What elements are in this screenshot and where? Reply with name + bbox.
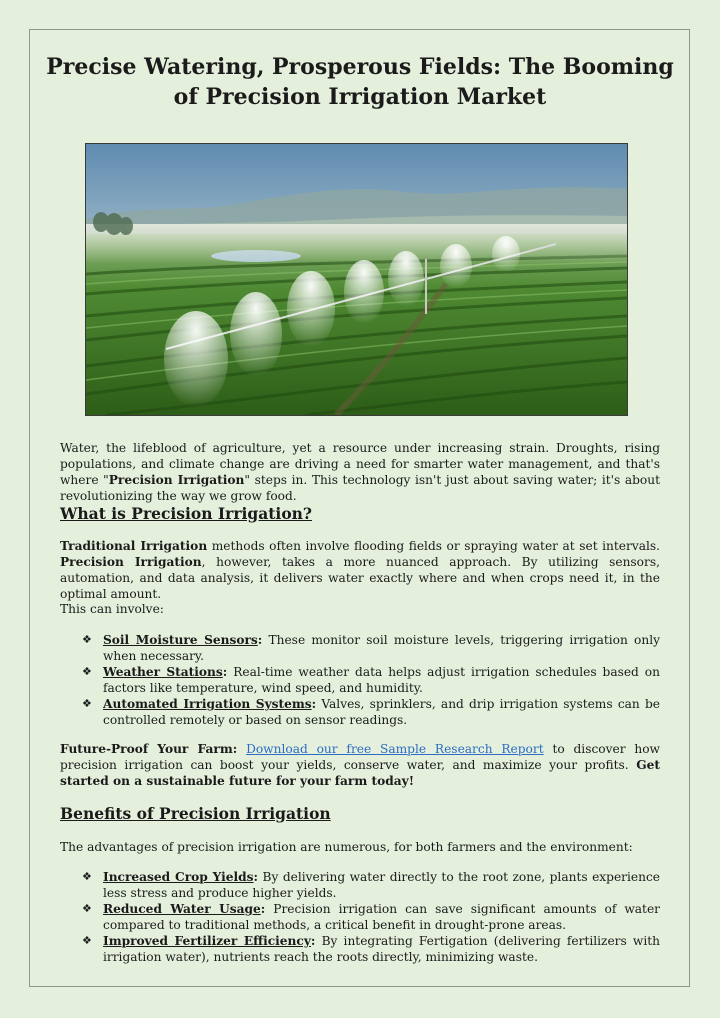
list-item [60,869,660,901]
list-item-colon: : [222,665,228,679]
list-item-colon: : [253,870,259,884]
bold-traditional: Traditional Irrigation [60,539,208,553]
involve-list [60,632,660,728]
diamond-bullet-icon: ❖ [82,697,92,710]
cta-bold-closing: Get started on a sustainable future for your farm today! [60,758,660,788]
list-item-term: Improved Fertilizer Efficiency [103,934,311,948]
traditional-text-1: methods often involve flooding fields or spraying water at set intervals. [207,539,660,553]
intro-bold: Precision Irrigation [108,473,245,487]
diamond-bullet-icon: ❖ [82,665,92,678]
list-item [60,632,660,664]
list-item-term: Soil Moisture Sensors [103,633,258,647]
list-item-text: Real-time weather data helps adjust irrigation schedules based on factors like temperature, wind speed, and humidity. [103,665,660,695]
section-heading-benefits: Benefits of Precision Irrigation [60,804,331,823]
section-heading-what-is [60,504,312,523]
traditional-paragraph [60,538,660,602]
section-heading-text: What is Precision Irrigation [60,504,303,523]
download-report-link[interactable]: Download our free Sample Research Report [246,742,544,756]
bold-precision: Precision Irrigation [60,555,202,569]
list-item-colon: : [311,697,317,711]
irrigation-field-illustration [86,144,627,415]
list-item [60,664,660,696]
section-heading-suffix: ? [302,504,313,523]
list-item-colon: : [257,633,263,647]
intro-paragraph [60,440,660,504]
intro-text-2: " steps in. This technology isn't just about saving water; it's about revolutionizing the way we grow food. [60,473,660,503]
list-item [60,933,660,965]
list-item-term: Reduced Water Usage [103,902,261,916]
list-item-text: By delivering water directly to the root zone, plants experience less stress and produce higher yields. [103,870,660,900]
diamond-bullet-icon: ❖ [82,870,92,883]
traditional-text-2: , however, takes a more nuanced approach. By utilizing sensors, automation, and data analysis, it delivers water exactly where and when crops need it, in the optimal amount. [60,555,660,601]
benefits-list [60,869,660,965]
cta-bold: Future-Proof Your Farm: [60,742,238,756]
hero-image [85,143,628,416]
list-item-text: These monitor soil moisture levels, triggering irrigation only when necessary. [103,633,660,663]
list-item [60,696,660,728]
list-item-text: By integrating Fertigation (delivering fertilizers with irrigation water), nutrients reach the roots directly, minimizing waste. [103,934,660,964]
list-item-colon: : [310,934,316,948]
diamond-bullet-icon: ❖ [82,934,92,947]
list-item [60,901,660,933]
involve-paragraph: This can involve: [60,602,164,616]
intro-text-1: Water, the lifeblood of agriculture, yet a resource under increasing strain. Droughts, rising populations, and climate change are driving a need for smarter water management, and that's where " [60,441,660,487]
list-item-term: Automated Irrigation Systems [103,697,312,711]
list-item-text: Valves, sprinklers, and drip irrigation systems can be controlled remotely or based on sensor readings. [103,697,660,727]
diamond-bullet-icon: ❖ [82,633,92,646]
page-title: Precise Watering, Prosperous Fields: The Booming of Precision Irrigation Market [46,54,674,110]
list-item-term: Increased Crop Yields [103,870,254,884]
cta-space [237,742,246,756]
cta-text: to discover how precision irrigation can boost your yields, conserve water, and maximize your profits. [60,742,660,772]
list-item-text: Precision irrigation can save significant amounts of water compared to traditional methods, a critical benefit in drought-prone areas. [103,902,660,932]
diamond-bullet-icon: ❖ [82,902,92,915]
cta-paragraph [60,741,660,789]
list-item-term: Weather Stations [103,665,223,679]
list-item-colon: : [260,902,266,916]
benefits-intro: The advantages of precision irrigation are numerous, for both farmers and the environment: [60,840,633,854]
